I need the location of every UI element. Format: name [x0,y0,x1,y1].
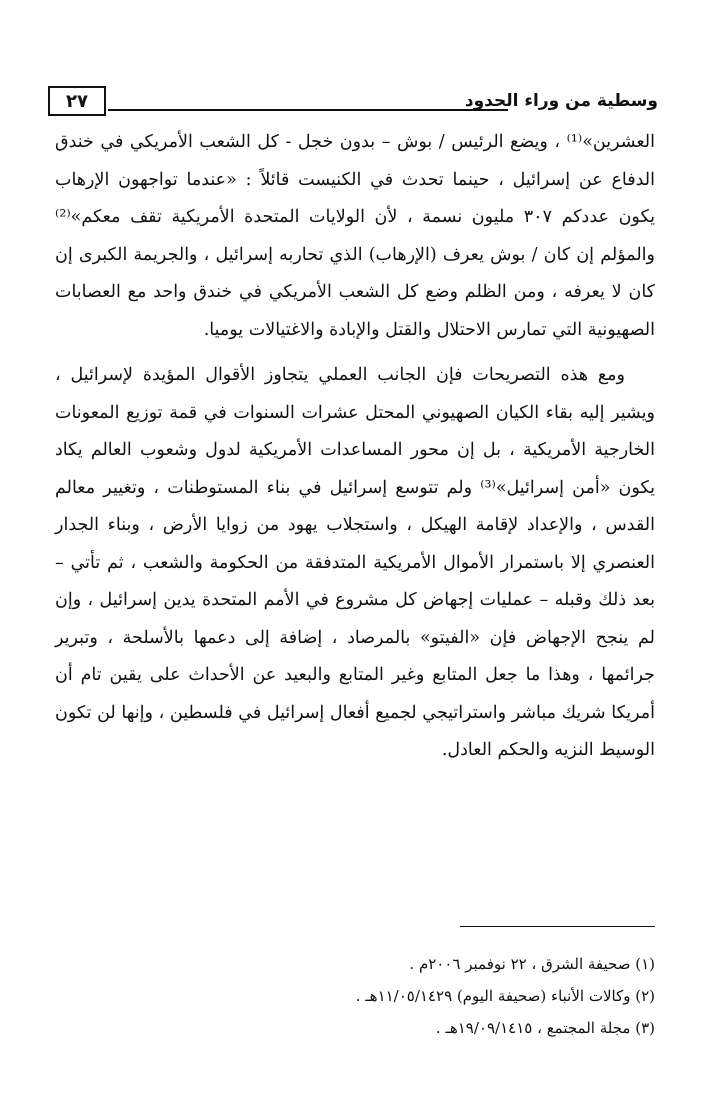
running-title: وسطية من وراء الحدود [464,91,658,111]
footnote-1: (١) صحيفة الشرق ، ٢٢ نوفمبر ٢٠٠٦م . [409,955,655,973]
footnote-divider [460,926,655,927]
page-header [48,86,658,120]
page-number: ٢٧ [48,86,106,116]
header-rule [108,109,508,111]
body-text [55,124,655,770]
footnote-3: (٣) مجلة المجتمع ، ١٩/٠٩/١٤١٥هـ . [435,1019,655,1037]
footnotes [55,948,655,1044]
footnote-2: (٢) وكالات الأنباء (صحيفة اليوم) ١١/٠٥/١٤٢٩هـ . [355,987,655,1005]
paragraph-1: العشرين»⁽¹⁾ ، ويضع الرئيس / بوش – بدون خجل - كل الشعب الأمريكي في خندق الدفاع عن إسرائيل ، حينما تحدث في الكنيست قائلاً : «عندما تواجهون الإرهاب يكون عددكم ٣٠٧ مليون نسمة ، لأن الولايات المتحدة الأمريكية تقف معكم»⁽²⁾ والمؤلم إن كان / بوش يعرف (الإرهاب) الذي تحاربه إسرائيل ، والجريمة الكبرى إن كان لا يعرفه ، ومن الظلم وضع كل الشعب الأمريكي في خندق واحد مع العصابات الصهيونية التي تمارس الاحتلال والقتل والإبادة والاغتيالات يوميا. [55,132,656,340]
paragraph-2: ومع هذه التصريحات فإن الجانب العملي يتجاوز الأقوال المؤيدة لإسرائيل ، ويشير إليه بقاء الكيان الصهيوني المحتل عشرات السنوات في قمة توزيع المعونات الخارجية الأمريكية ، بل إن محور المساعدات الأمريكية لدول وشعوب العالم يكاد يكون «أمن إسرائيل»⁽³⁾ ولم تتوسع إسرائيل في بناء المستوطنات ، وتغيير معالم القدس ، والإعداد لإقامة الهيكل ، واستجلاب يهود من زوايا الأرض ، وبناء الجدار العنصري إلا باستمرار الأموال الأمريكية المتدفقة من الحكومة والشعب ، ثم تأتي – بعد ذلك وقبله – عمليات إجهاض كل مشروع في الأمم المتحدة يدين إسرائيل ، وإن لم ينجح الإجهاض فإن «الفيتو» بالمرصاد ، إضافة إلى دعمها بالأسلحة ، وتبرير جرائمها ، وهذا ما جعل المتابع وغير المتابع والبعيد عن الأحداث على يقين تام أن أمريكا شريك مباشر واستراتيجي لجميع أفعال إسرائيل في فلسطين ، وإنها لن تكون الوسيط النزيه والحكم العادل. [55,365,655,760]
